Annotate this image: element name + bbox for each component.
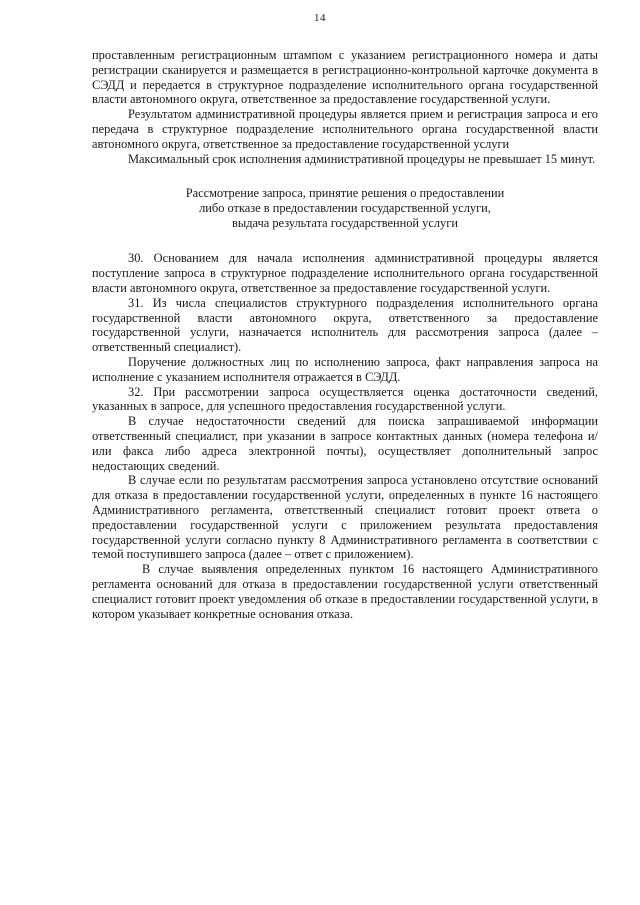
paragraph-refusal: В случае выявления определенных пунктом 16 настоящего Административного регламента оснований для отказа в предоставлении государственной услуги ответственный специалист готовит проект уведомления об отказе в предоставлении государственной услуги, в котором указывает конкретные основания отказа.: [92, 562, 598, 621]
paragraph-item-30: 30. Основанием для начала исполнения административной процедуры является поступление запроса в структурное подразделение исполнительного органа государственной власти автономного округа, ответственное за предоставление государственной услуги.: [92, 251, 598, 295]
paragraph-insufficient-info: В случае недостаточности сведений для поиска запрашиваемой информации ответственный специалист, при указании в запросе контактных данных (номера телефона и/или факса либо адреса электронной почты), осуществляет дополнительный запрос недостающих сведений.: [92, 414, 598, 473]
section-heading-line-3: выдача результата государственной услуги: [232, 216, 458, 231]
section-heading: [92, 186, 598, 231]
paragraph-result: Результатом административной процедуры является прием и регистрация запроса и его передача в структурное подразделение исполнительного органа государственной власти автономного округа, ответственное за предоставление государственной услуги: [92, 107, 598, 151]
paragraph-continuation: проставленным регистрационным штампом с указанием регистрационного номера и даты регистрации сканируется и размещается в регистрационно-контрольной карточке документа в СЭДД и передается в структурное подразделение исполнительного органа государственной власти автономного округа, ответственное за предоставление государственной услуги.: [92, 48, 598, 107]
section-heading-line-2: либо отказе в предоставлении государственной услуги,: [199, 201, 491, 216]
paragraph-max-time: Максимальный срок исполнения административной процедуры не превышает 15 минут.: [128, 151, 596, 166]
section-heading-line-1: Рассмотрение запроса, принятие решения о предоставлении: [185, 186, 505, 201]
page-number: 14: [314, 12, 326, 24]
paragraph-instruction: Поручение должностных лиц по исполнению запроса, факт направления запроса на исполнение с указанием исполнителя отражается в СЭДД.: [92, 354, 598, 384]
paragraph-item-32: 32. При рассмотрении запроса осуществляется оценка достаточности сведений, указанных в запросе, для успешного предоставления государственной услуги.: [92, 384, 598, 414]
document-body: [92, 48, 598, 621]
paragraph-item-31: 31. Из числа специалистов структурного подразделения исполнительного органа государственной власти автономного округа, ответственного за предоставление государственной услуги, назначается исполнитель для рассмотрения запроса (далее – ответственный специалист).: [92, 295, 598, 355]
paragraph-no-refusal: В случае если по результатам рассмотрения запроса установлено отсутствие оснований для отказа в предоставлении государственной услуги, определенных в пункте 16 настоящего Административного регламента, ответственный специалист готовит проект ответа о предоставлении государственной услуги с приложением результата предоставления государственной услуги согласно пункту 8 Административного регламента в соответствии с темой поступившего запроса (далее – ответ с приложением).: [92, 473, 598, 562]
